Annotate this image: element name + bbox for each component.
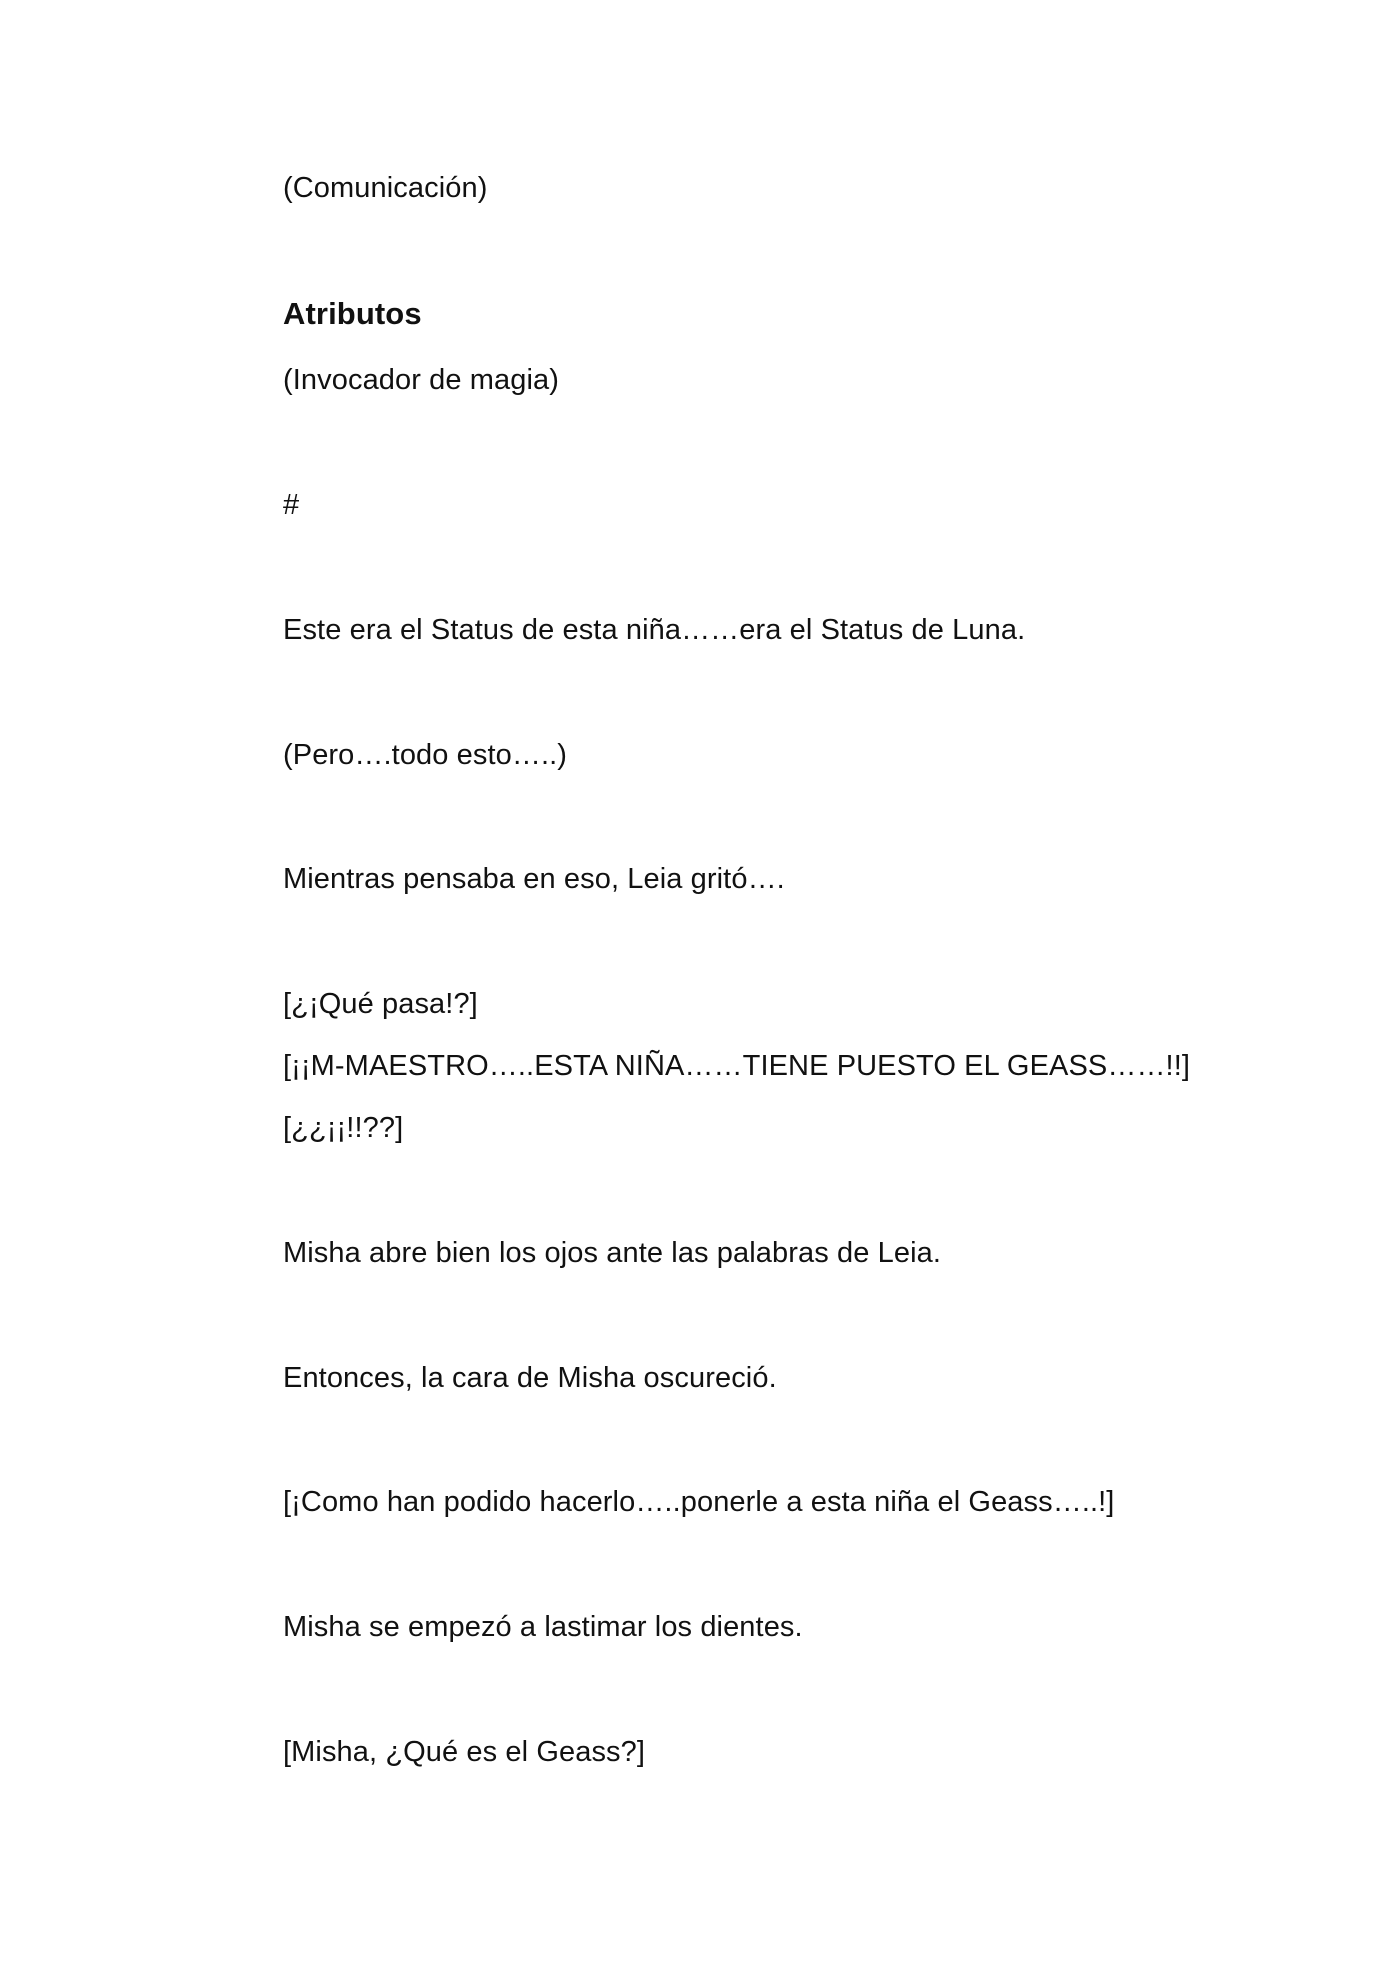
paragraph-line: (Comunicación) [283, 172, 488, 204]
paragraph-line: Este era el Status de esta niña……era el Status de Luna. [283, 614, 1026, 646]
paragraph-line: Misha se empezó a lastimar los dientes. [283, 1611, 803, 1643]
scene-separator: # [283, 489, 300, 521]
dialogue-line: [¿¡Qué pasa!?] [283, 988, 478, 1020]
paragraph-line: (Invocador de magia) [283, 364, 560, 396]
dialogue-line: [¿¿¡¡!!??] [283, 1112, 404, 1144]
dialogue-line: [¡¡M-MAESTRO…..ESTA NIÑA……TIENE PUESTO EL GEASS……!!] [283, 1050, 1191, 1082]
paragraph-line: Misha abre bien los ojos ante las palabras de Leia. [283, 1237, 942, 1269]
paragraph-line: Mientras pensaba en eso, Leia gritó…. [283, 863, 785, 895]
paragraph-line: Entonces, la cara de Misha oscureció. [283, 1362, 777, 1394]
dialogue-line: [Misha, ¿Qué es el Geass?] [283, 1736, 646, 1768]
paragraph-line: (Pero….todo esto…..) [283, 739, 568, 771]
section-heading: Atributos [283, 296, 422, 331]
dialogue-line: [¡Como han podido hacerlo…..ponerle a esta niña el Geass…..!] [283, 1486, 1115, 1518]
